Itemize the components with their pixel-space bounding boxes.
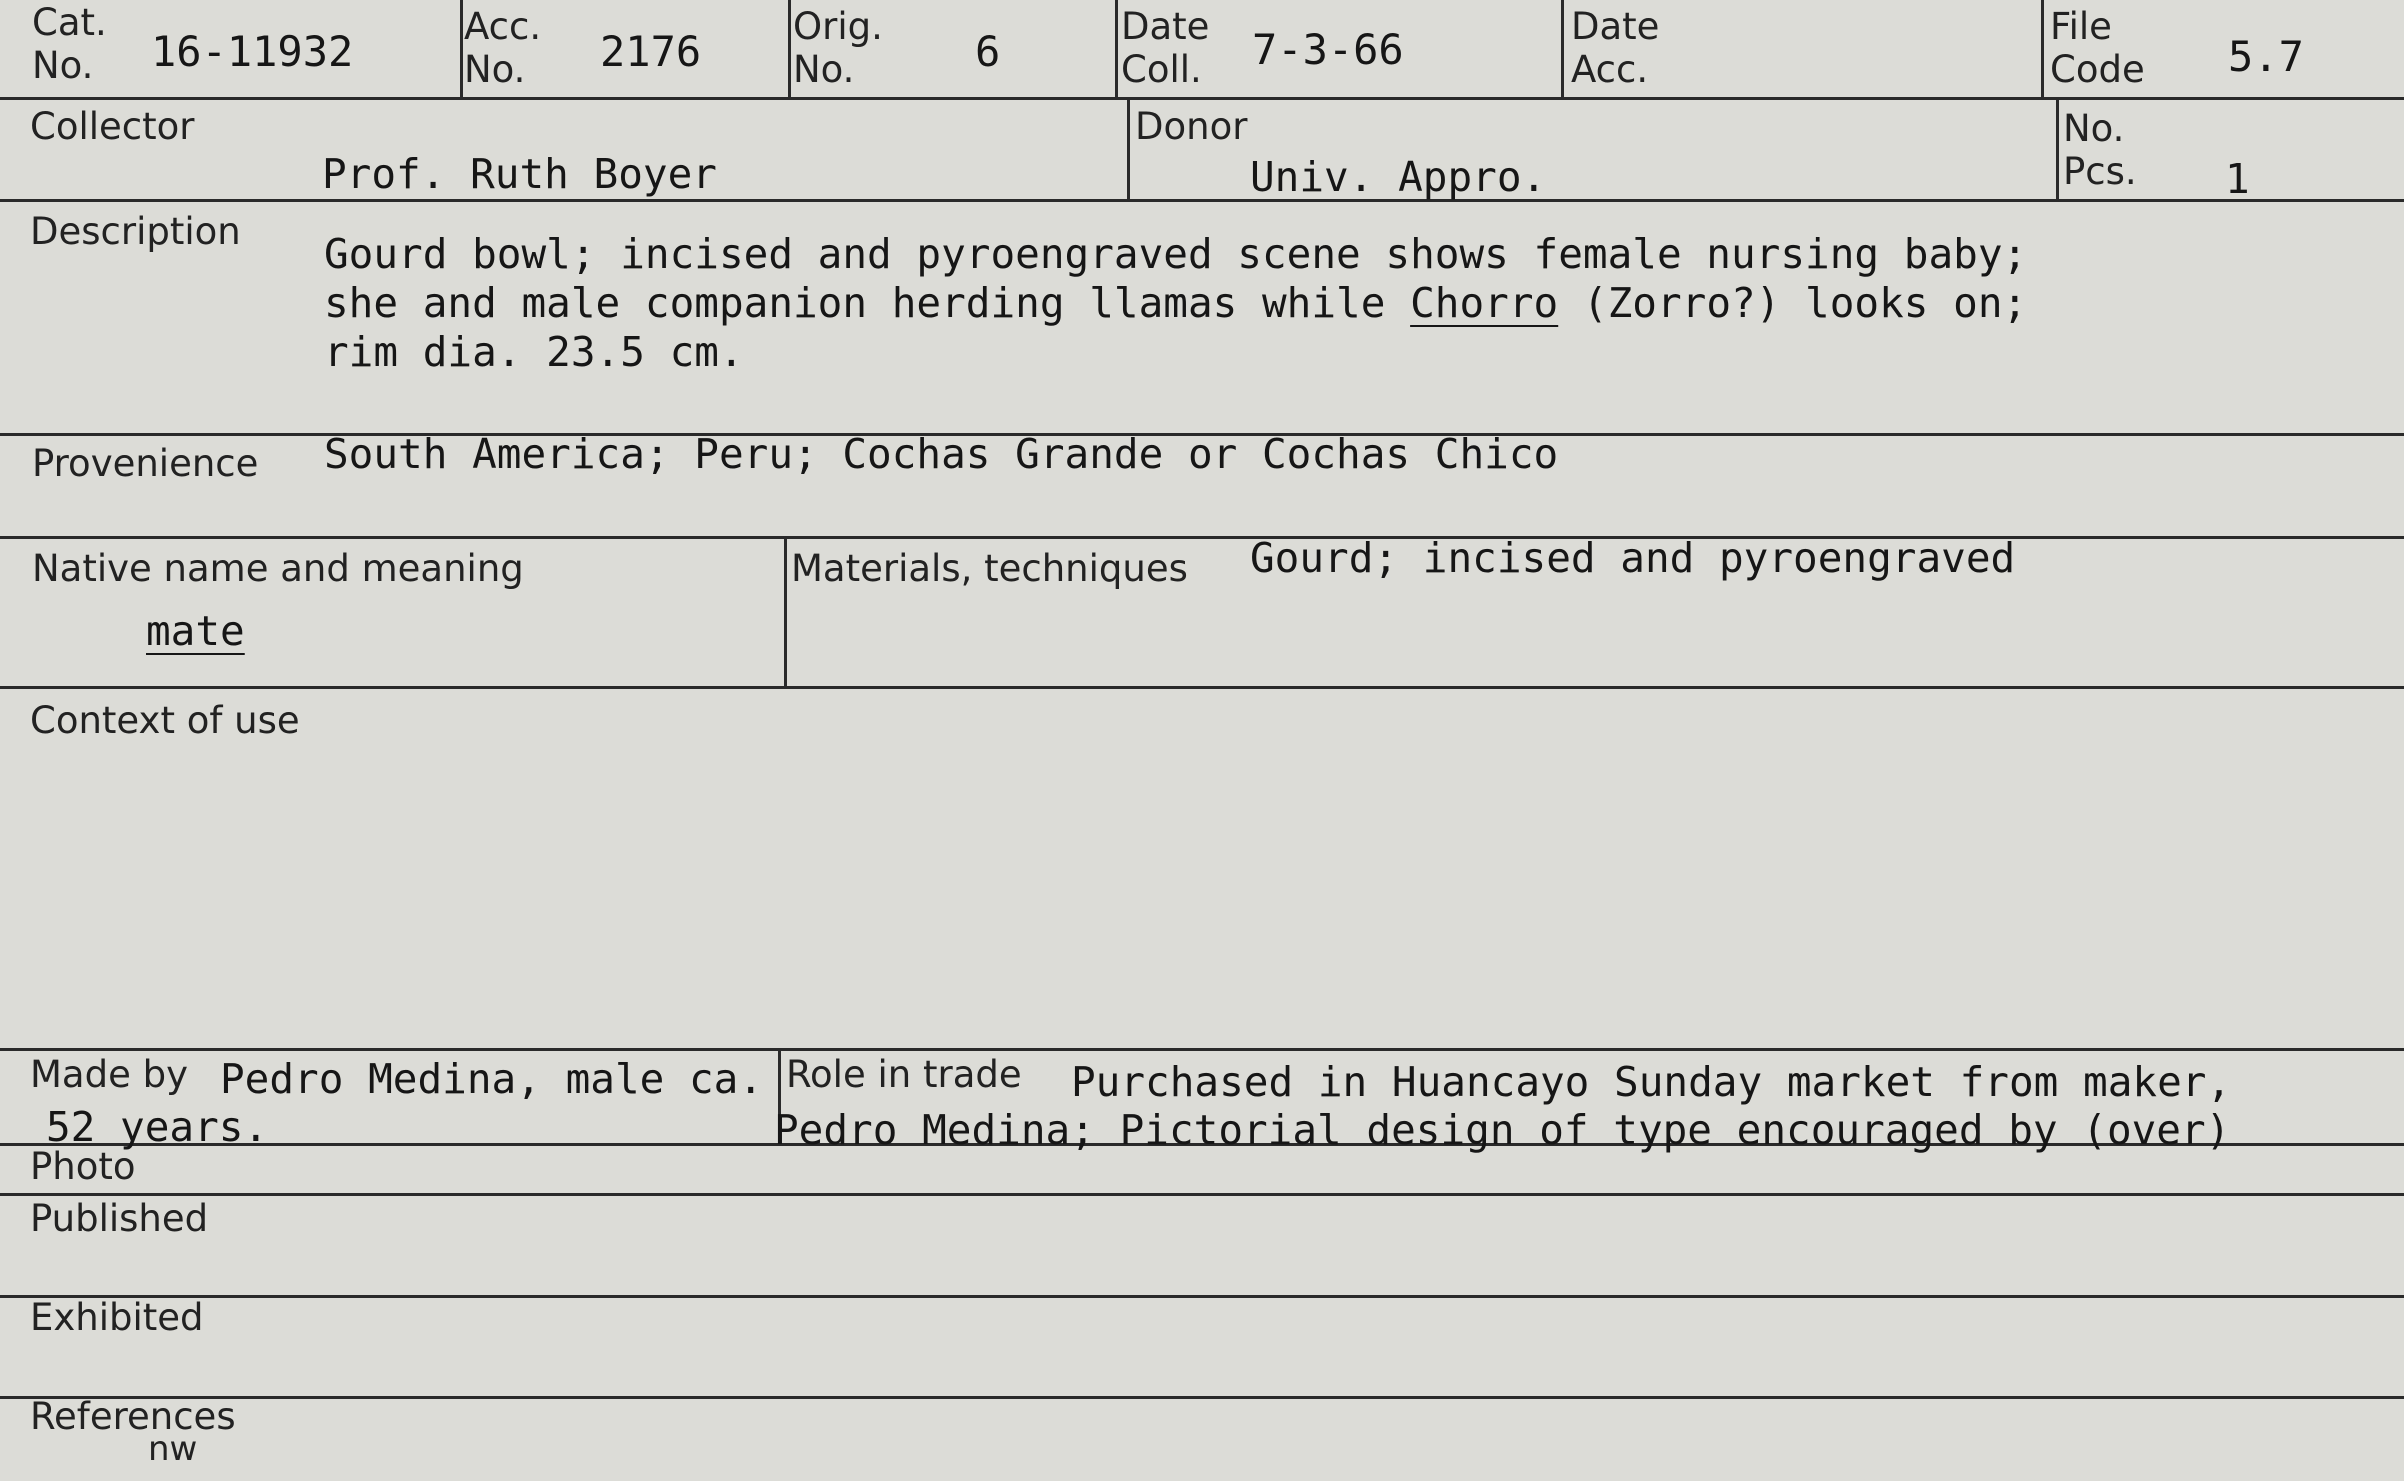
made-by-value-line-2: 52 years. xyxy=(46,1103,269,1151)
rule-exhibited xyxy=(0,1396,2404,1399)
date-coll-value: 7-3-66 xyxy=(1252,25,1404,74)
description-line-1: Gourd bowl; incised and pyroengraved scene shows female nursing baby; xyxy=(324,230,2028,278)
rule-context xyxy=(0,1048,2404,1051)
provenience-value: South America; Peru; Cochas Grande or Cochas Chico xyxy=(324,430,1559,478)
collector-value: Prof. Ruth Boyer xyxy=(322,150,717,198)
date-coll-label: Date Coll. xyxy=(1121,5,1210,91)
rule-provenience xyxy=(0,536,2404,539)
context-of-use-label: Context of use xyxy=(30,699,300,742)
description-line-2-end: (Zorro?) looks on; xyxy=(1558,279,2028,327)
description-label: Description xyxy=(30,210,241,253)
divider-orig-date xyxy=(1115,0,1118,98)
divider-cat-acc xyxy=(460,0,463,98)
rule-photo xyxy=(0,1193,2404,1196)
orig-no-label: Orig. No. xyxy=(793,5,883,91)
divider-donor-pcs xyxy=(2056,98,2059,200)
rule-collector xyxy=(0,199,2404,202)
divider-acc-orig xyxy=(788,0,791,98)
file-code-label: File Code xyxy=(2050,5,2145,91)
acc-no-value: 2176 xyxy=(600,27,702,76)
divider-date-dateacc xyxy=(1561,0,1564,98)
acc-no-label: Acc. No. xyxy=(464,5,542,91)
references-label: References xyxy=(30,1395,236,1438)
donor-label: Donor xyxy=(1135,105,1248,148)
divider-native-materials xyxy=(784,536,787,687)
donor-value: Univ. Appro. xyxy=(1250,153,1547,201)
pieces-value: 1 xyxy=(2225,155,2250,203)
exhibited-label: Exhibited xyxy=(30,1296,204,1339)
photo-label: Photo xyxy=(30,1145,136,1188)
native-name-label: Native name and meaning xyxy=(32,547,524,590)
made-by-value-line-1: Pedro Medina, male ca. xyxy=(220,1055,764,1103)
description-line-2 xyxy=(324,279,2027,327)
materials-label: Materials, techniques xyxy=(791,547,1188,590)
date-acc-label: Date Acc. xyxy=(1571,5,1660,91)
rule-native xyxy=(0,686,2404,689)
native-name-value: mate xyxy=(146,607,245,655)
orig-no-value: 6 xyxy=(975,27,1001,76)
published-label: Published xyxy=(30,1197,209,1240)
description-underlined-term: Chorro xyxy=(1410,279,1559,327)
role-in-trade-line-2: Pedro Medina; Pictorial design of type encouraged by (over) xyxy=(774,1106,2231,1154)
pieces-label: No. Pcs. xyxy=(2063,107,2137,193)
provenience-label: Provenience xyxy=(32,442,259,485)
divider-dateacc-file xyxy=(2041,0,2044,98)
made-by-label: Made by xyxy=(30,1053,188,1096)
references-initials: nw xyxy=(148,1429,198,1469)
materials-value: Gourd; incised and pyroengraved xyxy=(1250,534,2016,582)
description-line-3: rim dia. 23.5 cm. xyxy=(324,328,744,376)
description-line-2-start: she and male companion herding llamas while xyxy=(324,279,1411,327)
cat-no-value: 16-11932 xyxy=(151,27,354,76)
role-in-trade-label: Role in trade xyxy=(786,1053,1022,1096)
rule-published xyxy=(0,1295,2404,1298)
file-code-value: 5.7 xyxy=(2228,32,2304,81)
collector-label: Collector xyxy=(30,105,195,148)
role-in-trade-line-1: Purchased in Huancayo Sunday market from maker, xyxy=(1071,1058,2232,1106)
divider-collector-donor xyxy=(1127,98,1130,200)
cat-no-label: Cat. No. xyxy=(32,1,107,87)
